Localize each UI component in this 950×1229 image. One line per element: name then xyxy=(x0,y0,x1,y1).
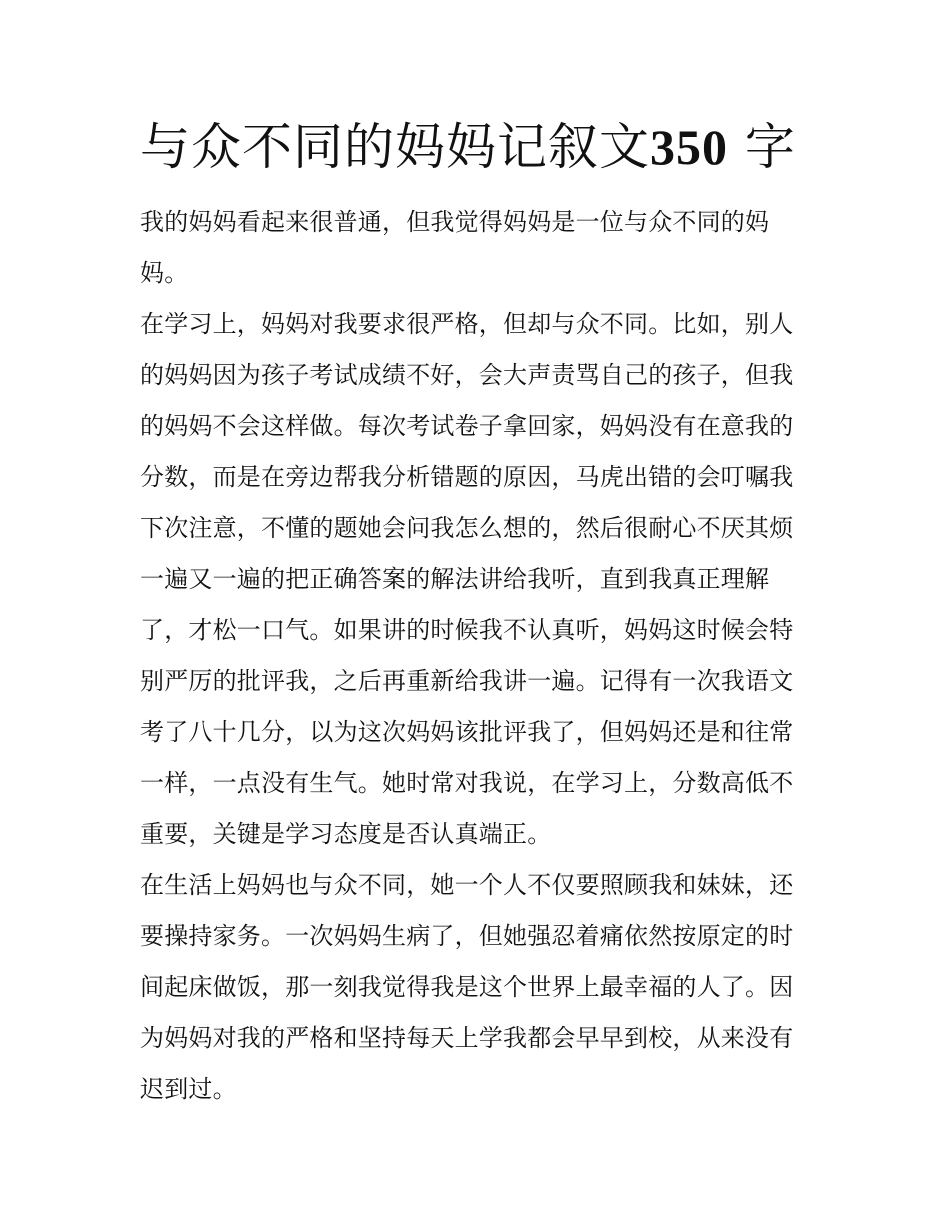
text-line: 间起床做饭，那一刻我觉得我是这个世界上最幸福的人了。因 xyxy=(140,973,794,1001)
text-line: 别严厉的批评我，之后再重新给我讲一遍。记得有一次我语文 xyxy=(140,667,794,695)
text-line: 重要，关键是学习态度是否认真端正。 xyxy=(140,820,552,848)
title-number: 350 xyxy=(650,119,728,175)
text-line: 的妈妈不会这样做。每次考试卷子拿回家，妈妈没有在意我的 xyxy=(140,412,794,440)
text-line: 在学习上，妈妈对我要求很严格，但却与众不同。比如，别人 xyxy=(140,310,794,338)
title-text: 与众不同的妈妈记叙文 xyxy=(140,118,650,176)
document-title xyxy=(140,112,840,182)
text-line: 要操持家务。一次妈妈生病了，但她强忍着痛依然按原定的时 xyxy=(140,922,794,950)
text-line: 我的妈妈看起来很普通，但我觉得妈妈是一位与众不同的妈 xyxy=(140,208,770,236)
text-line: 考了八十几分，以为这次妈妈该批评我了，但妈妈还是和往常 xyxy=(140,718,794,746)
text-line: 妈。 xyxy=(140,259,189,287)
text-line: 的妈妈因为孩子考试成绩不好，会大声责骂自己的孩子，但我 xyxy=(140,361,794,389)
text-line: 在生活上妈妈也与众不同，她一个人不仅要照顾我和妹妹，还 xyxy=(140,871,794,899)
text-line: 迟到过。 xyxy=(140,1075,237,1103)
title-suffix: 字 xyxy=(744,118,796,176)
text-line: 一样，一点没有生气。她时常对我说，在学习上，分数高低不 xyxy=(140,769,794,797)
document-body xyxy=(140,197,820,1115)
text-line: 了，才松一口气。如果讲的时候我不认真听，妈妈这时候会特 xyxy=(140,616,794,644)
text-line: 分数，而是在旁边帮我分析错题的原因，马虎出错的会叮嘱我 xyxy=(140,463,794,491)
text-line: 一遍又一遍的把正确答案的解法讲给我听，直到我真正理解 xyxy=(140,565,770,593)
text-line: 下次注意，不懂的题她会问我怎么想的，然后很耐心不厌其烦 xyxy=(140,514,794,542)
text-line: 为妈妈对我的严格和坚持每天上学我都会早早到校，从来没有 xyxy=(140,1024,794,1052)
